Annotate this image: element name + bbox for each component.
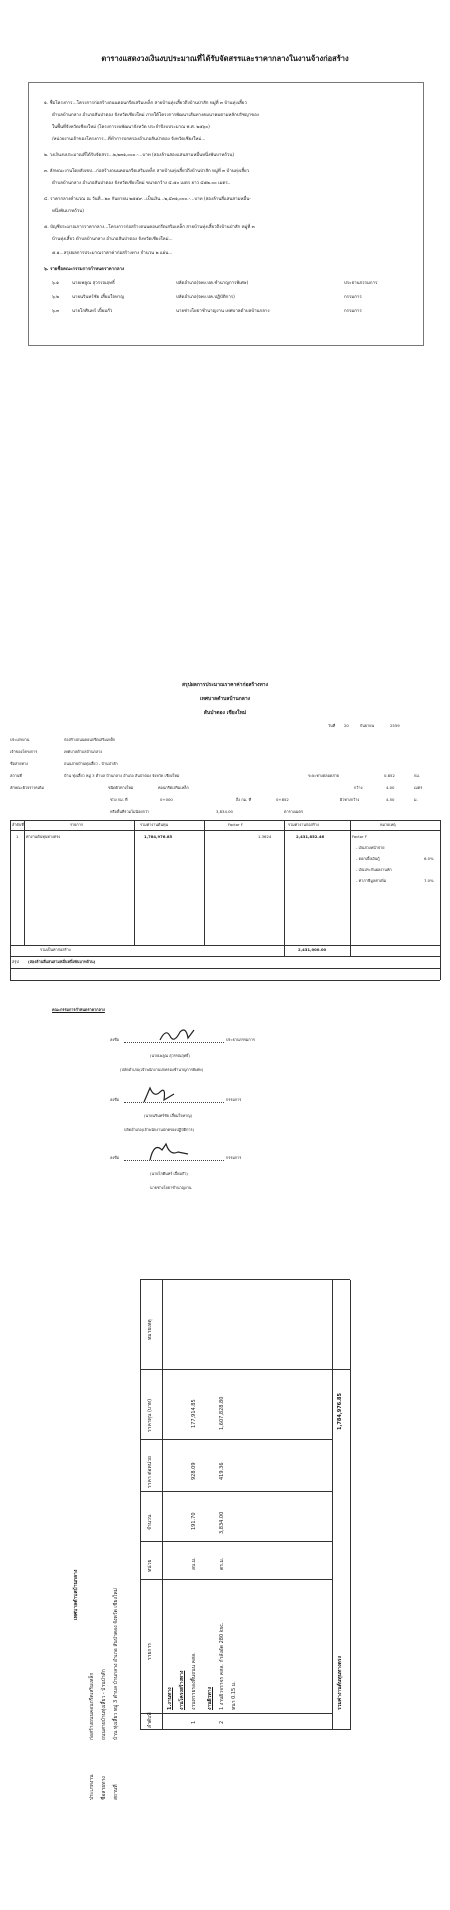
date-year: 2559 (390, 723, 400, 728)
signer-name-1: (นายเพลูณ สุวรรณฤทธิ์) (150, 1053, 190, 1058)
remark-label-4: - ค่าภาษีมูลค่าเพิ่ม (356, 878, 387, 883)
p3-row2-unit: ตร.ม. (219, 1557, 225, 1570)
item1-line1: ๑. ชื่อโครงการ...โครงการก่อสร้างถนนคอนกรีตเสริมเหล็ก สายบ้านทุ่งเสี้ยวถึงบ้านป่าสัก หมู่ที่ ๓ บ้านทุ่งเสี้ยว (44, 101, 247, 106)
range-from: 0+000 (160, 797, 173, 802)
remarks-title: Factor F (352, 834, 368, 839)
th-factor: Factor F (228, 822, 244, 827)
summary-text: (สองล้านสี่แสนสามหมื่นหนึ่งพันบาทถ้วน) (28, 959, 96, 964)
p3-org: เทศบาลตำบลบ้านกลาง (73, 1569, 79, 1620)
row-cost: 1,784,976.85 (144, 834, 173, 839)
th-no: ลำดับที่ (12, 822, 24, 827)
area-unit: ตารางเมตร (284, 809, 303, 814)
width-label: กว้าง (354, 785, 363, 790)
sign-role-3: กรรมการ (226, 1155, 242, 1160)
p3-row2-item: 1 งานผิวจราจร คสล. กำลังอัด 280 ksc. (219, 1622, 225, 1710)
p3-row1-price: 928.09 (191, 1462, 197, 1480)
date-month: กันยายน (360, 723, 375, 728)
page1-title: ตารางแสดงวงเงินงบประมาณที่ได้รับจัดสรรและราคากลางในงานจ้างก่อสร้าง (101, 54, 349, 63)
project-label: ประเภทงาน (10, 737, 30, 742)
remark-label-2: - ดอกเบี้ยเงินกู้ (356, 856, 380, 861)
item5-1: ๕.๑...สรุปผลการประมาณราคาค่าก่อสร้างทาง จำนวน ๒ แผ่น... (52, 251, 173, 256)
row-item: ค่างานต้นทุนทางตรง (26, 834, 61, 839)
signature-2 (140, 1084, 180, 1106)
item3-line1: ๓. ลักษณะงานโดยสังเขป...ก่อสร้างถนนคอนกรีตเสริมเหล็ก สายบ้านทุ่งเสี้ยวถึงบ้านป่าสัก หมู่ที่ ๓ บ้านทุ่งเสี้ยว (44, 169, 250, 174)
committee-position-2: ปลัดอำเภอ(จพง.ปค.ปฏิบัติการ) (176, 295, 235, 300)
p3-row1-no: 1 (191, 1720, 197, 1724)
p3-th-price: ราคา ต่อหน่วย (147, 1456, 153, 1488)
item1-line2: ตำบลบ้านกลาง อำเภอสันป่าตอง จังหวัดเชียงใหม่ ภายใต้โครงการพัฒนาเส้นทางคมนาคมตามหลักปรัชญาของ (52, 113, 259, 118)
committee-no-3: ๖.๓ (52, 309, 60, 314)
item4-line1: ๔. ราคากลางคำนวณ ณ วันที่...๒๐ กันยายน ๒๕๕๙...เป็นเงิน...๒,๔๓๑,๐๐๐.-...บาท (สองล้านสี่แสนสามหมื่น- (44, 197, 251, 202)
row-total: 2,431,852.46 (296, 834, 325, 839)
committee-position-1: ปลัดอำเภอ(จพง.ปค.ชำนาญการพิเศษ) (176, 281, 249, 286)
project-value: ก่อสร้างถนนคอนกรีตเสริมเหล็ก (64, 737, 116, 742)
th-item: รายการ (70, 822, 83, 827)
signer-name-3: (นายโกศินทร์ เปี้ยมก๊ว) (150, 1171, 188, 1176)
committee-no-1: ๖.๑ (52, 281, 59, 286)
p3-th-qty: จำนวน (147, 1514, 153, 1530)
page2-title: สรุปผลการประมาณราคาค่าก่อสร้างทาง (181, 682, 269, 688)
range-to: 0+852 (276, 797, 289, 802)
th-total: รวมค่างานก่อสร้าง (288, 822, 319, 827)
th-cost: รวมค่างานต้นทุน (140, 822, 169, 827)
item1-line4: /หน่วยงานเจ้าของโครงการ...ที่ทำการปกครองอำเภอสันป่าตอง จังหวัดเชียงใหม่... (52, 137, 206, 142)
item1-line3: ในพื้นที่จังหวัดเชียงใหม่ (โครงการงบพัฒนาจังหวัด ประจำปีงบประมาณ พ.ศ. ๒๕๖๐) (52, 125, 210, 130)
item2-budget: ๒. วงเงินงบประมาณที่ได้รับจัดสรร...๒,๒๓๑,๐๐๐.-...บาท (สองล้านสองแสนสามหมื่นหนึ่งพันบาทถ้วน) (44, 153, 235, 158)
item5-line1: ๕. บัญชีประมาณการราคากลาง...โครงการก่อสร้างถนนคอนกรีตเสริมเหล็ก สายบ้านทุ่งเสี้ยวถึงบ้านป่าสัก หมู่ที่ ๓ (44, 225, 255, 230)
committee-position-3: นายช่างโยธาชำนาญงาน เทศบาลตำบลบ้านกลาง (176, 309, 270, 314)
remark-value-2: 6.0% (424, 856, 434, 861)
item6-heading: ๖. รายชื่อคณะกรรมการกำหนดราคากลาง (44, 267, 125, 272)
route-value: ถนนสายบ้านทุ่งเสี้ยว - บ้านป่าสัก (64, 761, 118, 766)
date-label: วันที่ (328, 723, 336, 728)
range-to-label: ถึง กม. ที่ (236, 797, 252, 802)
p3-sum-label: รวมค่างานต้นทุนทางตรง (337, 1656, 343, 1710)
committee-name-3: นายโกศินทร์ เปี้ยมก๊ว (72, 309, 113, 314)
p3-row2-price: 419.36 (219, 1462, 225, 1480)
p3-section2: งานผิวทาง (207, 1687, 213, 1710)
p3-project-label: ประเภทงาน (89, 1774, 95, 1800)
signer-position-1: (ปลัดอำเภอ(เจ้าพนักงานปกครองชำนาญการพิเศษ) (120, 1067, 204, 1072)
surface-type-label: ชนิดผิวทางใหม่ (108, 785, 134, 790)
sign-label-3: ลงชื่อ (110, 1155, 120, 1160)
item5-line2: บ้านทุ่งเสี้ยว ตำบลบ้านกลาง อำเภอสันป่าตอง จังหวัดเชียงใหม่... (52, 237, 173, 242)
signer-position-2: ปลัดอำเภอ(เจ้าพนักงานปกครองปฏิบัติการ) (124, 1127, 195, 1132)
committee-role-3: กรรมการ (344, 309, 362, 314)
row-no: 1 (16, 834, 19, 839)
remark-value-4: 7.0% (424, 878, 434, 883)
p3-sum-value: 1,784,976.85 (337, 1392, 343, 1430)
p3-route-value: ถนนสายบ้านทุ่งเสี้ยว - บ้านป่าสัก (101, 1669, 107, 1740)
sign-label-1: ลงชื่อ (110, 1037, 120, 1042)
committee-name-1: นายเพลูณ สุวรรณฤทธิ์ (72, 281, 115, 286)
date-day: 20 (344, 723, 349, 728)
distance-unit: กม. (414, 773, 421, 778)
p3-section1: 1.งานทาง (167, 1687, 173, 1710)
shoulder-unit: ม. (414, 797, 418, 802)
distance-label: ระยะทางตลอดสาย (308, 773, 340, 778)
p3-place-value: บ้าน ทุ่งเสี้ยว หมู่ 3 ตำบล บ้านกลาง อำเภอ สันป่าตอง จังหวัด เชียงใหม่ (113, 1588, 119, 1740)
remark-label-1: - เงินล่วงหน้าจ่าย (356, 845, 385, 850)
item3-line2: ตำบลบ้านกลาง อำเภอสันป่าตอง จังหวัดเชียงใหม่ ขนาดกว้าง ๔.๕๐ เมตร ยาว ๔๕๒.๐๐ เมตร.. (52, 181, 231, 186)
owner-label: เจ้าของโครงการ (10, 749, 38, 754)
p3-th-unit: หน่วย (147, 1559, 153, 1572)
shoulder-label: ผิวทางกว้าง (340, 797, 360, 802)
page1-content-box (28, 82, 424, 346)
page2-district: สันป่าตอง เชียงใหม่ (203, 710, 247, 716)
surface-type-value: คอนกรีตเสริมเหล็ก (158, 785, 189, 790)
signer-position-3: นายช่างโยธาชำนาญงาน (150, 1185, 192, 1190)
route-label: ชื่อสายทาง (10, 761, 29, 766)
surface-label: ลักษณะผิวจราจรเดิม (10, 785, 44, 790)
p3-row2-no: 2 (219, 1720, 225, 1724)
sign-label-2: ลงชื่อ (110, 1097, 120, 1102)
committee-title: คณะกรรมการกำหนดราคากลาง (52, 1007, 105, 1012)
p3-row2-total: 1,607,828.80 (219, 1396, 225, 1430)
place-value: บ้าน ทุ่งเสี้ยว หมู่ 3 ตำบล บ้านกลาง อำเภอ สันป่าตอง จังหวัด เชียงใหม่ (64, 773, 180, 778)
width-value: 4.00 (386, 785, 395, 790)
sum-label: รวมเป็นค่าก่อสร้าง (40, 947, 71, 952)
p3-project-value: ก่อสร้างถนนคอนกรีตเสริมเหล็ก (89, 1672, 95, 1740)
committee-role-2: กรรมการ (344, 295, 362, 300)
sign-role-2: กรรมการ (226, 1097, 242, 1102)
p3-section1-sub: งานโครงสร้างทาง (179, 1670, 185, 1710)
p3-row2-item2: หนา 0.15 ม. (231, 1681, 237, 1710)
p3-route-label: ชื่อสายทาง (101, 1776, 107, 1800)
p3-row1-item: งานทรายรองพื้นถนน คสล. (191, 1652, 197, 1710)
signature-1 (158, 1024, 198, 1044)
owner-value: เทศบาลตำบลบ้านกลาง (64, 749, 103, 754)
committee-no-2: ๖.๒ (52, 295, 60, 300)
signer-name-2: (นายนรินทร์ชัย เสี้ยมใจหาญ) (144, 1113, 192, 1118)
committee-role-1: ประธานกรรมการ (344, 281, 378, 286)
p3-row1-total: 177,914.85 (191, 1399, 197, 1428)
area-label: หรือพื้นที่รวมไม่น้อยกว่า (110, 809, 150, 814)
p3-th-total: ราคาทุน (บาท) (147, 1398, 153, 1432)
th-remark: หมายเหตุ (380, 822, 396, 827)
width-unit: เมตร (414, 785, 423, 790)
p3-row1-unit: ลบ.ม. (191, 1557, 197, 1570)
row-factor: 1.3624 (258, 834, 272, 839)
page3-rotated-sheet (70, 1270, 360, 1810)
item4-line2: หนึ่งพันบาทถ้วน) (52, 209, 84, 214)
remark-label-3: - เงินประกันผลงานหัก (356, 867, 392, 872)
p3-row2-qty: 3,834.00 (219, 1511, 225, 1534)
range-label: ช่วง กม. ที่ (110, 797, 128, 802)
sign-role-1: ประธานกรรมการ (226, 1037, 255, 1042)
shoulder-value: 4.50 (386, 797, 395, 802)
summary-label: สรุป (12, 959, 19, 964)
sum-value: 2,431,000.00 (298, 947, 327, 952)
committee-name-2: นายนรินทร์ชัย เสี้ยมใจหาญ (72, 295, 125, 300)
area-value: 3,834.00 (216, 809, 233, 814)
p3-th-item: รายการ (147, 1643, 153, 1660)
page2-org: เทศบาลตำบลบ้านกลาง (199, 696, 251, 702)
p3-th-remark: หมายเหตุ (147, 1319, 153, 1340)
place-label: สถานที่ (10, 773, 22, 778)
signature-3 (148, 1140, 192, 1164)
p3-th-no: ลำดับที่ (147, 1712, 153, 1728)
p3-row1-qty: 191.70 (191, 1512, 197, 1530)
p3-place-label: สถานที่ (113, 1784, 119, 1800)
distance-value: 0.852 (384, 773, 395, 778)
